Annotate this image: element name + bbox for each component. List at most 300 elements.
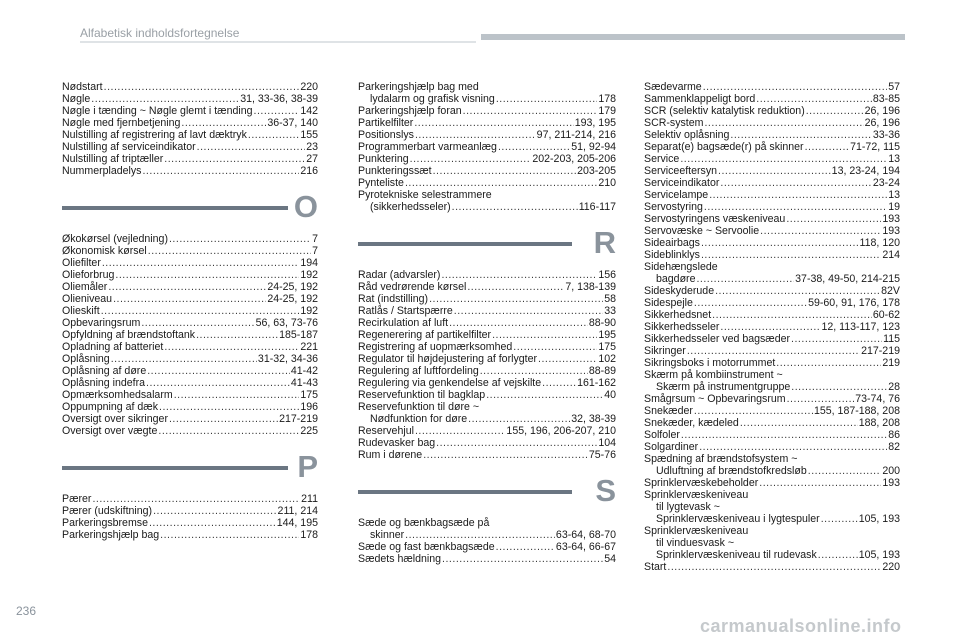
index-entry — [62, 329, 318, 341]
index-entry-term: Sikringer — [644, 345, 686, 357]
index-entry-term: Sidespejle — [644, 297, 693, 309]
index-entry-term: Separat(e) bagsæde(r) på skinner — [644, 141, 804, 153]
dot-leader — [667, 561, 881, 573]
index-entry-term: Regenerering af partikelfilter — [358, 329, 492, 341]
dot-leader — [786, 213, 881, 225]
index-entry-pages: 31-32, 34-36 — [257, 353, 318, 365]
index-entry-lead: til lygtevask ~ — [656, 501, 720, 513]
index-entry-pages: 13 — [888, 153, 900, 165]
section-header-s — [358, 469, 616, 513]
index-entry-term: skinner — [370, 529, 405, 541]
index-entry-pages: 83-85 — [872, 93, 900, 105]
index-entry — [358, 141, 616, 153]
index-entry — [62, 105, 318, 117]
dot-leader — [730, 129, 871, 141]
index-entry — [62, 153, 318, 165]
index-entry — [62, 365, 318, 377]
index-entry — [644, 81, 900, 93]
index-entry — [358, 329, 616, 341]
index-entry-pages: 142 — [300, 105, 318, 117]
page-number: 236 — [16, 604, 37, 618]
index-entry-pages: 175 — [300, 389, 318, 401]
index-entry-pages: 193 — [882, 477, 900, 489]
dot-leader — [153, 505, 276, 517]
index-entry-term: Nøgle i tænding ~ Nøgle glemt i tænding — [62, 105, 253, 117]
section-letter: R — [593, 225, 616, 260]
index-entry-lead: Sprinklervæskeniveau — [644, 489, 749, 501]
index-entry — [62, 305, 318, 317]
index-column-2 — [358, 81, 616, 565]
dot-leader — [720, 321, 820, 333]
dot-leader — [115, 269, 299, 281]
index-entry-lead: til vinduesvask ~ — [656, 537, 735, 549]
dot-leader — [441, 269, 597, 281]
index-entry — [644, 345, 900, 357]
dot-leader — [791, 333, 882, 345]
index-entry-term: Nulstilling af serviceindikator — [62, 141, 196, 153]
index-entry — [644, 237, 900, 249]
index-entry-pages: 214 — [882, 249, 900, 261]
index-entry-term: Oplåsning af døre — [62, 365, 147, 377]
index-entry — [644, 405, 900, 417]
dot-leader — [538, 353, 597, 365]
section-letter: O — [293, 189, 318, 224]
index-entry-term: Selektiv oplåsning — [644, 129, 730, 141]
index-entry — [62, 141, 318, 153]
dot-leader — [429, 293, 603, 305]
index-entry-pages: 97, 211-214, 216 — [536, 129, 616, 141]
dot-leader — [806, 105, 864, 117]
index-entry-pages: 193, 195 — [574, 117, 616, 129]
index-entry-term: Reservehjul — [358, 425, 414, 437]
index-entry-pages: 178 — [598, 93, 616, 105]
index-entry — [358, 281, 616, 293]
index-entry — [358, 353, 616, 365]
dot-leader — [101, 305, 300, 317]
index-entry — [644, 369, 900, 393]
index-entry — [644, 357, 900, 369]
index-entry-pages: 194 — [300, 257, 318, 269]
dot-leader — [496, 541, 555, 553]
dot-leader — [715, 285, 880, 297]
index-entry-pages: 7 — [312, 245, 318, 257]
index-entry-lead: Skærm på kombiinstrument ~ — [644, 369, 783, 381]
index-entry-pages: 161-162 — [577, 377, 616, 389]
index-entry-pages: 202-203, 205-206 — [532, 153, 616, 165]
index-entry-term: Oliefilter — [62, 257, 101, 269]
index-entry-term: Parkeringshjælp foran — [358, 105, 462, 117]
dot-leader — [160, 529, 299, 541]
dot-leader — [197, 141, 306, 153]
index-entry — [62, 81, 318, 93]
header-rule-left — [80, 41, 476, 43]
index-entry-pages: 7 — [312, 233, 318, 245]
dot-leader — [740, 417, 858, 429]
dot-leader — [756, 93, 872, 105]
index-entry — [62, 505, 318, 517]
index-entry — [358, 293, 616, 305]
index-entry-pages: 33 — [604, 305, 616, 317]
index-entry-term: Positionslys — [358, 129, 414, 141]
section-divider-bar — [358, 490, 572, 494]
section-header-p — [62, 445, 318, 489]
index-entry-term: Opfyldning af brændstoftank — [62, 329, 196, 341]
dot-leader — [791, 381, 887, 393]
index-entry-term: Solgardiner — [644, 441, 699, 453]
dot-leader — [414, 117, 573, 129]
index-entry-pages: 31, 33-36, 38-39 — [240, 93, 318, 105]
index-entry-pages: 155, 196, 206-207, 210 — [506, 425, 616, 437]
index-entry — [62, 353, 318, 365]
index-entry — [644, 477, 900, 489]
index-entry — [644, 141, 900, 153]
index-entry-term: Serviceeftersyn — [644, 165, 718, 177]
dot-leader — [694, 405, 813, 417]
dot-leader — [467, 281, 564, 293]
index-entry-term: Opmærksomhedsalarm — [62, 389, 173, 401]
dot-leader — [701, 237, 859, 249]
index-entry-pages: 221 — [300, 341, 318, 353]
index-entry-term: Nøgle — [62, 93, 91, 105]
dot-leader — [759, 477, 881, 489]
index-entry-term: Serviceindikator — [644, 177, 720, 189]
dot-leader — [486, 389, 603, 401]
index-entry-term: Solfoler — [644, 429, 680, 441]
index-entry — [644, 441, 900, 453]
header-rule-right — [481, 34, 905, 40]
dot-leader — [718, 165, 831, 177]
index-entry — [62, 377, 318, 389]
index-entry — [644, 297, 900, 309]
dot-leader — [449, 317, 588, 329]
dot-leader — [712, 309, 872, 321]
dot-leader — [696, 273, 794, 285]
dot-leader — [452, 201, 578, 213]
index-entry-pages: 33-36 — [872, 129, 900, 141]
index-entry-pages: 192 — [300, 269, 318, 281]
index-entry — [358, 81, 616, 105]
index-entry — [358, 425, 616, 437]
index-entry-term: Udluftning af brændstofkredsløb — [656, 465, 807, 477]
index-entry-pages: 225 — [300, 425, 318, 437]
index-entry-term: Oplåsning indefra — [62, 377, 146, 389]
index-entry — [358, 449, 616, 461]
dot-leader — [498, 141, 570, 153]
dot-leader — [463, 105, 598, 117]
index-entry-pages: 178 — [300, 529, 318, 541]
index-entry — [358, 153, 616, 165]
index-entry-term: Snekæder — [644, 405, 693, 417]
index-entry — [644, 105, 900, 117]
index-entry-pages: 116-117 — [578, 201, 616, 213]
dot-leader — [760, 225, 881, 237]
index-entry — [644, 261, 900, 285]
dot-leader — [496, 93, 597, 105]
index-entry-term: Servostyringens væskeniveau — [644, 213, 786, 225]
index-entry-term: Rat (indstilling) — [358, 293, 429, 305]
index-entry-pages: 63-64, 68-70 — [555, 529, 616, 541]
dot-leader — [454, 305, 603, 317]
index-entry-pages: 211 — [301, 493, 318, 505]
dot-leader — [102, 257, 299, 269]
dot-leader — [433, 165, 577, 177]
index-entry-term: Økokørsel (vejledning) — [62, 233, 168, 245]
index-entry — [62, 317, 318, 329]
index-entry — [62, 425, 318, 437]
dot-leader — [468, 413, 570, 425]
index-entry-term: Radar (advarsler) — [358, 269, 441, 281]
index-entry-pages: 195 — [598, 329, 616, 341]
index-entry-term: Sikkerhedsseler ved bagsæder — [644, 333, 791, 345]
dot-leader — [704, 201, 887, 213]
index-entry-pages: 56, 63, 73-76 — [255, 317, 318, 329]
index-entry-pages: 51, 92-94 — [571, 141, 616, 153]
index-entry-term: Opbevaringsrum — [62, 317, 141, 329]
index-entry — [358, 189, 616, 213]
index-entry-pages: 24-25, 192 — [267, 281, 318, 293]
index-entry — [644, 93, 900, 105]
dot-leader — [805, 141, 850, 153]
index-entry-lead: Parkeringshjælp bag med — [358, 81, 479, 93]
index-entry — [62, 493, 318, 505]
index-entry-pages: 200 — [882, 465, 900, 477]
dot-leader — [248, 129, 299, 141]
index-entry-term: Reservefunktion til bagklap — [358, 389, 486, 401]
index-entry-pages: 188, 208 — [858, 417, 900, 429]
index-entry — [62, 529, 318, 541]
index-entry-pages: 13, 23-24, 194 — [831, 165, 900, 177]
index-entry-pages: 57 — [888, 81, 900, 93]
index-entry — [62, 401, 318, 413]
dot-leader — [141, 317, 254, 329]
index-entry-term: Sæde og fast bænkbagsæde — [358, 541, 495, 553]
index-entry-term: Recirkulation af luft — [358, 317, 449, 329]
index-entry — [62, 257, 318, 269]
dot-leader — [108, 281, 266, 293]
index-entry — [62, 233, 318, 245]
dot-leader — [159, 401, 299, 413]
index-entry-term: Regulator til højdejustering af forlygter — [358, 353, 538, 365]
index-entry-pages: 40 — [604, 389, 616, 401]
index-entry — [358, 117, 616, 129]
index-entry-pages: 12, 113-117, 123 — [821, 321, 900, 333]
index-entry — [62, 117, 318, 129]
dot-leader — [174, 389, 300, 401]
index-entry-term: Økonomisk kørsel — [62, 245, 147, 257]
index-entry-term: Olieskift — [62, 305, 100, 317]
dot-leader — [808, 465, 882, 477]
dot-leader — [720, 177, 872, 189]
index-entry-pages: 7, 138-139 — [565, 281, 616, 293]
dot-leader — [164, 153, 305, 165]
index-entry — [644, 165, 900, 177]
index-entry-pages: 155 — [300, 129, 318, 141]
dot-leader — [196, 329, 278, 341]
index-entry-pages: 82V — [881, 285, 900, 297]
index-entry-term: Snekæder, kædeled — [644, 417, 739, 429]
index-entry — [358, 105, 616, 117]
dot-leader — [542, 377, 576, 389]
index-entry-pages: 19 — [888, 201, 900, 213]
index-entry-pages: 217-219 — [279, 413, 318, 425]
index-entry — [644, 153, 900, 165]
index-entry-pages: 144, 195 — [276, 517, 318, 529]
dot-leader — [703, 81, 888, 93]
dot-leader — [699, 441, 887, 453]
index-entry-term: Olieniveau — [62, 293, 113, 305]
dot-leader — [787, 393, 855, 405]
section-letter: S — [595, 473, 616, 508]
index-entry-term: Sideskyderude — [644, 285, 715, 297]
index-entry — [644, 393, 900, 405]
index-entry-lead: Spædning af brændstofsystem ~ — [644, 453, 798, 465]
index-entry-pages: 26, 196 — [864, 117, 900, 129]
index-entry-term: Pærer — [62, 493, 92, 505]
index-entry — [358, 541, 616, 553]
index-entry — [62, 93, 318, 105]
index-entry-pages: 192 — [300, 305, 318, 317]
index-entry-term: Programmerbart varmeanlæg — [358, 141, 497, 153]
index-entry — [62, 389, 318, 401]
dot-leader — [681, 429, 887, 441]
index-entry-term: Parkeringsbremse — [62, 517, 148, 529]
index-entry-pages: 28 — [888, 381, 900, 393]
index-entry-pages: 193 — [882, 213, 900, 225]
watermark: carmanualsonline.info — [700, 616, 902, 636]
index-entry-term: Servicelampe — [644, 189, 709, 201]
index-entry-pages: 203-205 — [577, 165, 616, 177]
index-entry-pages: 219 — [882, 357, 900, 369]
index-entry — [358, 177, 616, 189]
index-entry-term: Partikelfilter — [358, 117, 414, 129]
index-entry-pages: 32, 38-39 — [571, 413, 616, 425]
index-entry-term: Sprinklervæskeniveau til rudevask — [656, 549, 817, 561]
dot-leader — [442, 553, 603, 565]
index-entry-term: Rum i dørene — [358, 449, 423, 461]
index-entry-pages: 24-25, 192 — [267, 293, 318, 305]
index-entry-term: Oversigt over vægte — [62, 425, 158, 437]
dot-leader — [480, 365, 588, 377]
index-entry-pages: 102 — [598, 353, 616, 365]
index-entry-pages: 36-37, 140 — [267, 117, 318, 129]
page-header — [0, 0, 960, 52]
index-entry-term: (sikkerhedsseler) — [370, 201, 451, 213]
index-entry — [62, 165, 318, 177]
index-entry — [644, 249, 900, 261]
index-entry — [644, 129, 900, 141]
dot-leader — [415, 129, 536, 141]
index-entry — [358, 129, 616, 141]
index-entry — [358, 553, 616, 565]
index-entry-term: Sideblinklys — [644, 249, 700, 261]
index-entry-pages: 196 — [300, 401, 318, 413]
index-entry-pages: 175 — [598, 341, 616, 353]
index-entry — [644, 201, 900, 213]
index-entry-term: Pærer (udskiftning) — [62, 505, 153, 517]
index-entry — [644, 213, 900, 225]
index-column-1 — [62, 81, 318, 541]
index-entry — [644, 417, 900, 429]
index-entry-lead: Sprinklervæskeniveau — [644, 525, 749, 537]
dot-leader — [146, 377, 290, 389]
index-entry-pages: 71-72, 115 — [850, 141, 900, 153]
dot-leader — [701, 249, 881, 261]
index-entry-pages: 105, 193 — [858, 513, 900, 525]
index-entry — [644, 525, 900, 561]
header-title: Alfabetisk indholdsfortegnelse — [80, 26, 240, 40]
dot-leader — [405, 177, 597, 189]
index-entry-pages: 118, 120 — [859, 237, 900, 249]
index-entry-pages: 220 — [300, 81, 318, 93]
dot-leader — [148, 245, 311, 257]
index-entry-lead: Sæde og bænkbagsæde på — [358, 517, 490, 529]
index-entry-pages: 211, 214 — [277, 505, 318, 517]
index-entry-term: Sædets hældning — [358, 553, 442, 565]
index-entry — [644, 429, 900, 441]
index-entry-term: Rudevasker bag — [358, 437, 436, 449]
section-header-o — [62, 185, 318, 229]
dot-leader — [158, 425, 299, 437]
dot-leader — [818, 549, 858, 561]
index-entry — [62, 293, 318, 305]
dot-leader — [111, 353, 257, 365]
dot-leader — [415, 425, 505, 437]
index-entry-pages: 104 — [598, 437, 616, 449]
index-entry-pages: 58 — [604, 293, 616, 305]
index-entry-pages: 156 — [598, 269, 616, 281]
index-entry-term: Regulering via genkendelse af vejskilte — [358, 377, 542, 389]
dot-leader — [169, 413, 278, 425]
index-entry — [62, 245, 318, 257]
index-entry-pages: 105, 193 — [858, 549, 900, 561]
index-entry-term: Sprinklervæskebeholder — [644, 477, 759, 489]
dot-leader — [104, 81, 300, 93]
section-divider-bar — [62, 466, 288, 470]
dot-leader — [254, 105, 300, 117]
dot-leader — [149, 517, 276, 529]
dot-leader — [405, 529, 555, 541]
index-entry — [358, 377, 616, 389]
index-entry-pages: 75-76 — [588, 449, 616, 461]
dot-leader — [704, 117, 863, 129]
index-entry-term: Punkteringssæt — [358, 165, 432, 177]
index-entry — [62, 281, 318, 293]
index-entry — [62, 413, 318, 425]
dot-leader — [513, 341, 597, 353]
index-entry — [644, 321, 900, 333]
index-entry-pages: 63-64, 66-67 — [555, 541, 616, 553]
index-entry-term: Nøgle med fjernbetjening — [62, 117, 181, 129]
index-entry-term: Sikringsboks i motorrummet — [644, 357, 776, 369]
dot-leader — [91, 93, 239, 105]
index-entry-term: Nummerpladelys — [62, 165, 142, 177]
index-entry — [358, 365, 616, 377]
index-entry — [644, 189, 900, 201]
index-entry — [358, 341, 616, 353]
index-entry-term: Punktering — [358, 153, 409, 165]
index-entry — [644, 561, 900, 573]
index-entry — [358, 517, 616, 541]
dot-leader — [423, 449, 588, 461]
index-entry-term: Registrering af uopmærksomhed — [358, 341, 513, 353]
index-column-3 — [644, 81, 900, 573]
dot-leader — [410, 153, 532, 165]
index-entry-pages: 220 — [882, 561, 900, 573]
section-letter: P — [297, 449, 318, 484]
index-entry — [644, 117, 900, 129]
index-entry — [644, 225, 900, 237]
index-entry — [358, 317, 616, 329]
